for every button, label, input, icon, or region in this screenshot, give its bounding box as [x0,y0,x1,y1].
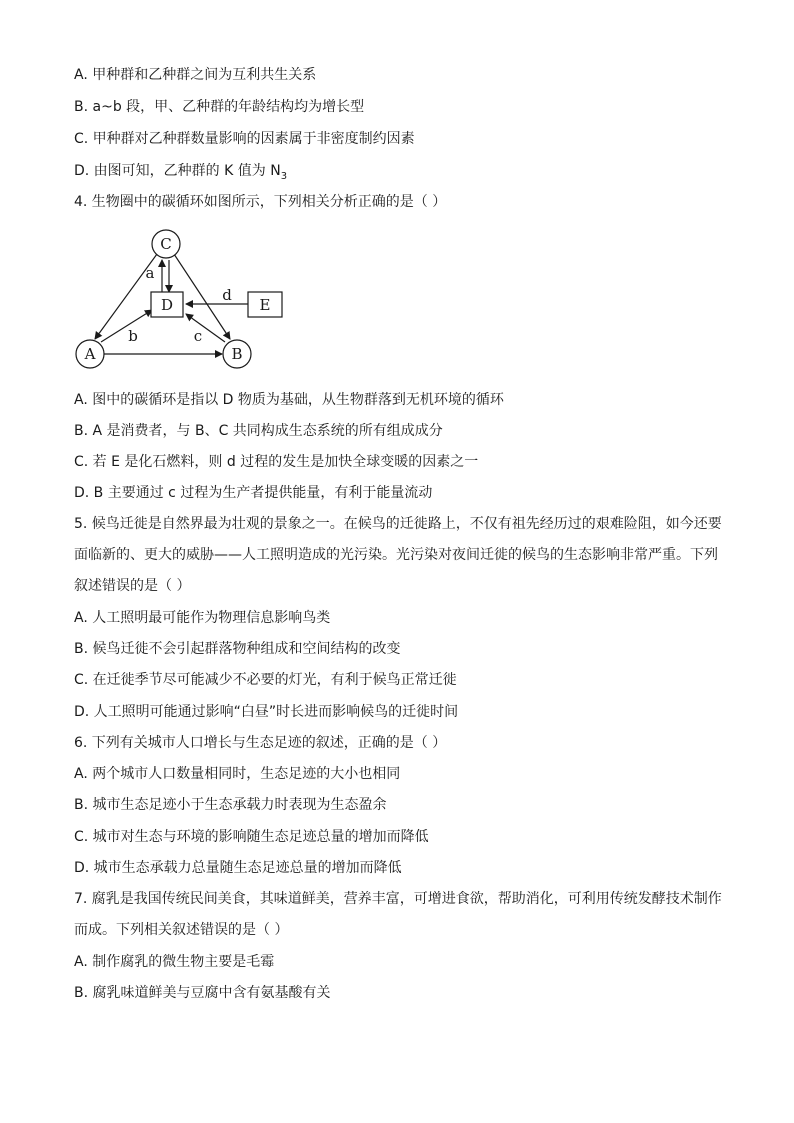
q6-option-d: D. 城市生态承载力总量随生态足迹总量的增加而降低 [74,860,402,876]
q4-option-c: C. 若 E 是化石燃料，则 d 过程的发生是加快全球变暖的因素之一 [74,454,479,470]
edge-label-d: d [222,286,232,304]
q7-option-b: B. 腐乳味道鲜美与豆腐中含有氨基酸有关 [74,985,331,1001]
q5-option-a: A. 人工照明最可能作为物理信息影响鸟类 [74,610,331,626]
arrow-b-to-d [186,314,225,342]
q5-option-c: C. 在迁徙季节尽可能减少不必要的灯光，有利于候鸟正常迁徙 [74,672,457,688]
q5-stem-line-2: 面临新的、更大的威胁——人工照明造成的光污染。光污染对夜间迁徙的候鸟的生态影响非常严重。下列 [74,547,718,563]
q6-option-c: C. 城市对生态与环境的影响随生态足迹总量的增加而降低 [74,829,429,845]
arrow-a-to-d [101,310,152,342]
q4-stem: 4. 生物圈中的碳循环如图所示，下列相关分析正确的是（ ） [74,194,447,210]
q4-option-d: D. B 主要通过 c 过程为生产者提供能量，有利于能量流动 [74,485,433,501]
q4-option-a: A. 图中的碳循环是指以 D 物质为基础，从生物群落到无机环境的循环 [74,392,504,408]
q6-stem: 6. 下列有关城市人口增长与生态足迹的叙述，正确的是（ ） [74,735,447,751]
q7-stem-line-1: 7. 腐乳是我国传统民间美食，其味道鲜美，营养丰富，可增进食欲，帮助消化，可利用传统发酵技术制作 [74,891,722,907]
carbon-cycle-diagram [70,226,290,376]
node-a-label: A [84,345,96,363]
node-c-label: C [160,235,172,253]
q6-option-a: A. 两个城市人口数量相同时，生态足迹的大小也相同 [74,766,401,782]
q7-stem-line-2: 而成。下列相关叙述错误的是（ ） [74,922,289,938]
q5-stem-line-1: 5. 候鸟迁徙是自然界最为壮观的景象之一。在候鸟的迁徙路上，不仅有祖先经历过的艰难险阻，如今还要 [74,516,722,532]
edge-label-a: a [145,264,155,282]
q5-option-d: D. 人工照明可能通过影响“白昼”时长进而影响候鸟的迁徙时间 [74,704,459,720]
q3-option-d [74,162,287,186]
q5-option-b: B. 候鸟迁徙不会引起群落物种组成和空间结构的改变 [74,641,401,657]
q3-option-a: A. 甲种群和乙种群之间为互利共生关系 [74,67,317,83]
q3-option-d-text: D. 由图可知，乙种群的 K 值为 N [74,163,281,179]
node-b-label: B [231,345,243,363]
edge-label-b: b [128,327,138,345]
node-e-label: E [259,296,271,314]
q6-option-b: B. 城市生态足迹小于生态承载力时表现为生态盈余 [74,797,387,813]
q7-option-a: A. 制作腐乳的微生物主要是毛霉 [74,954,275,970]
q3-option-c: C. 甲种群对乙种群数量影响的因素属于非密度制约因素 [74,131,415,147]
q3-option-b: B. a~b 段，甲、乙种群的年龄结构均为增长型 [74,99,365,115]
q5-stem-line-3: 叙述错误的是（ ） [74,578,191,594]
edge-label-c: c [193,327,203,345]
q3-option-d-subscript: 3 [280,170,288,182]
q4-option-b: B. A 是消费者，与 B、C 共同构成生态系统的所有组成成分 [74,423,443,439]
node-d-label: D [160,296,174,314]
